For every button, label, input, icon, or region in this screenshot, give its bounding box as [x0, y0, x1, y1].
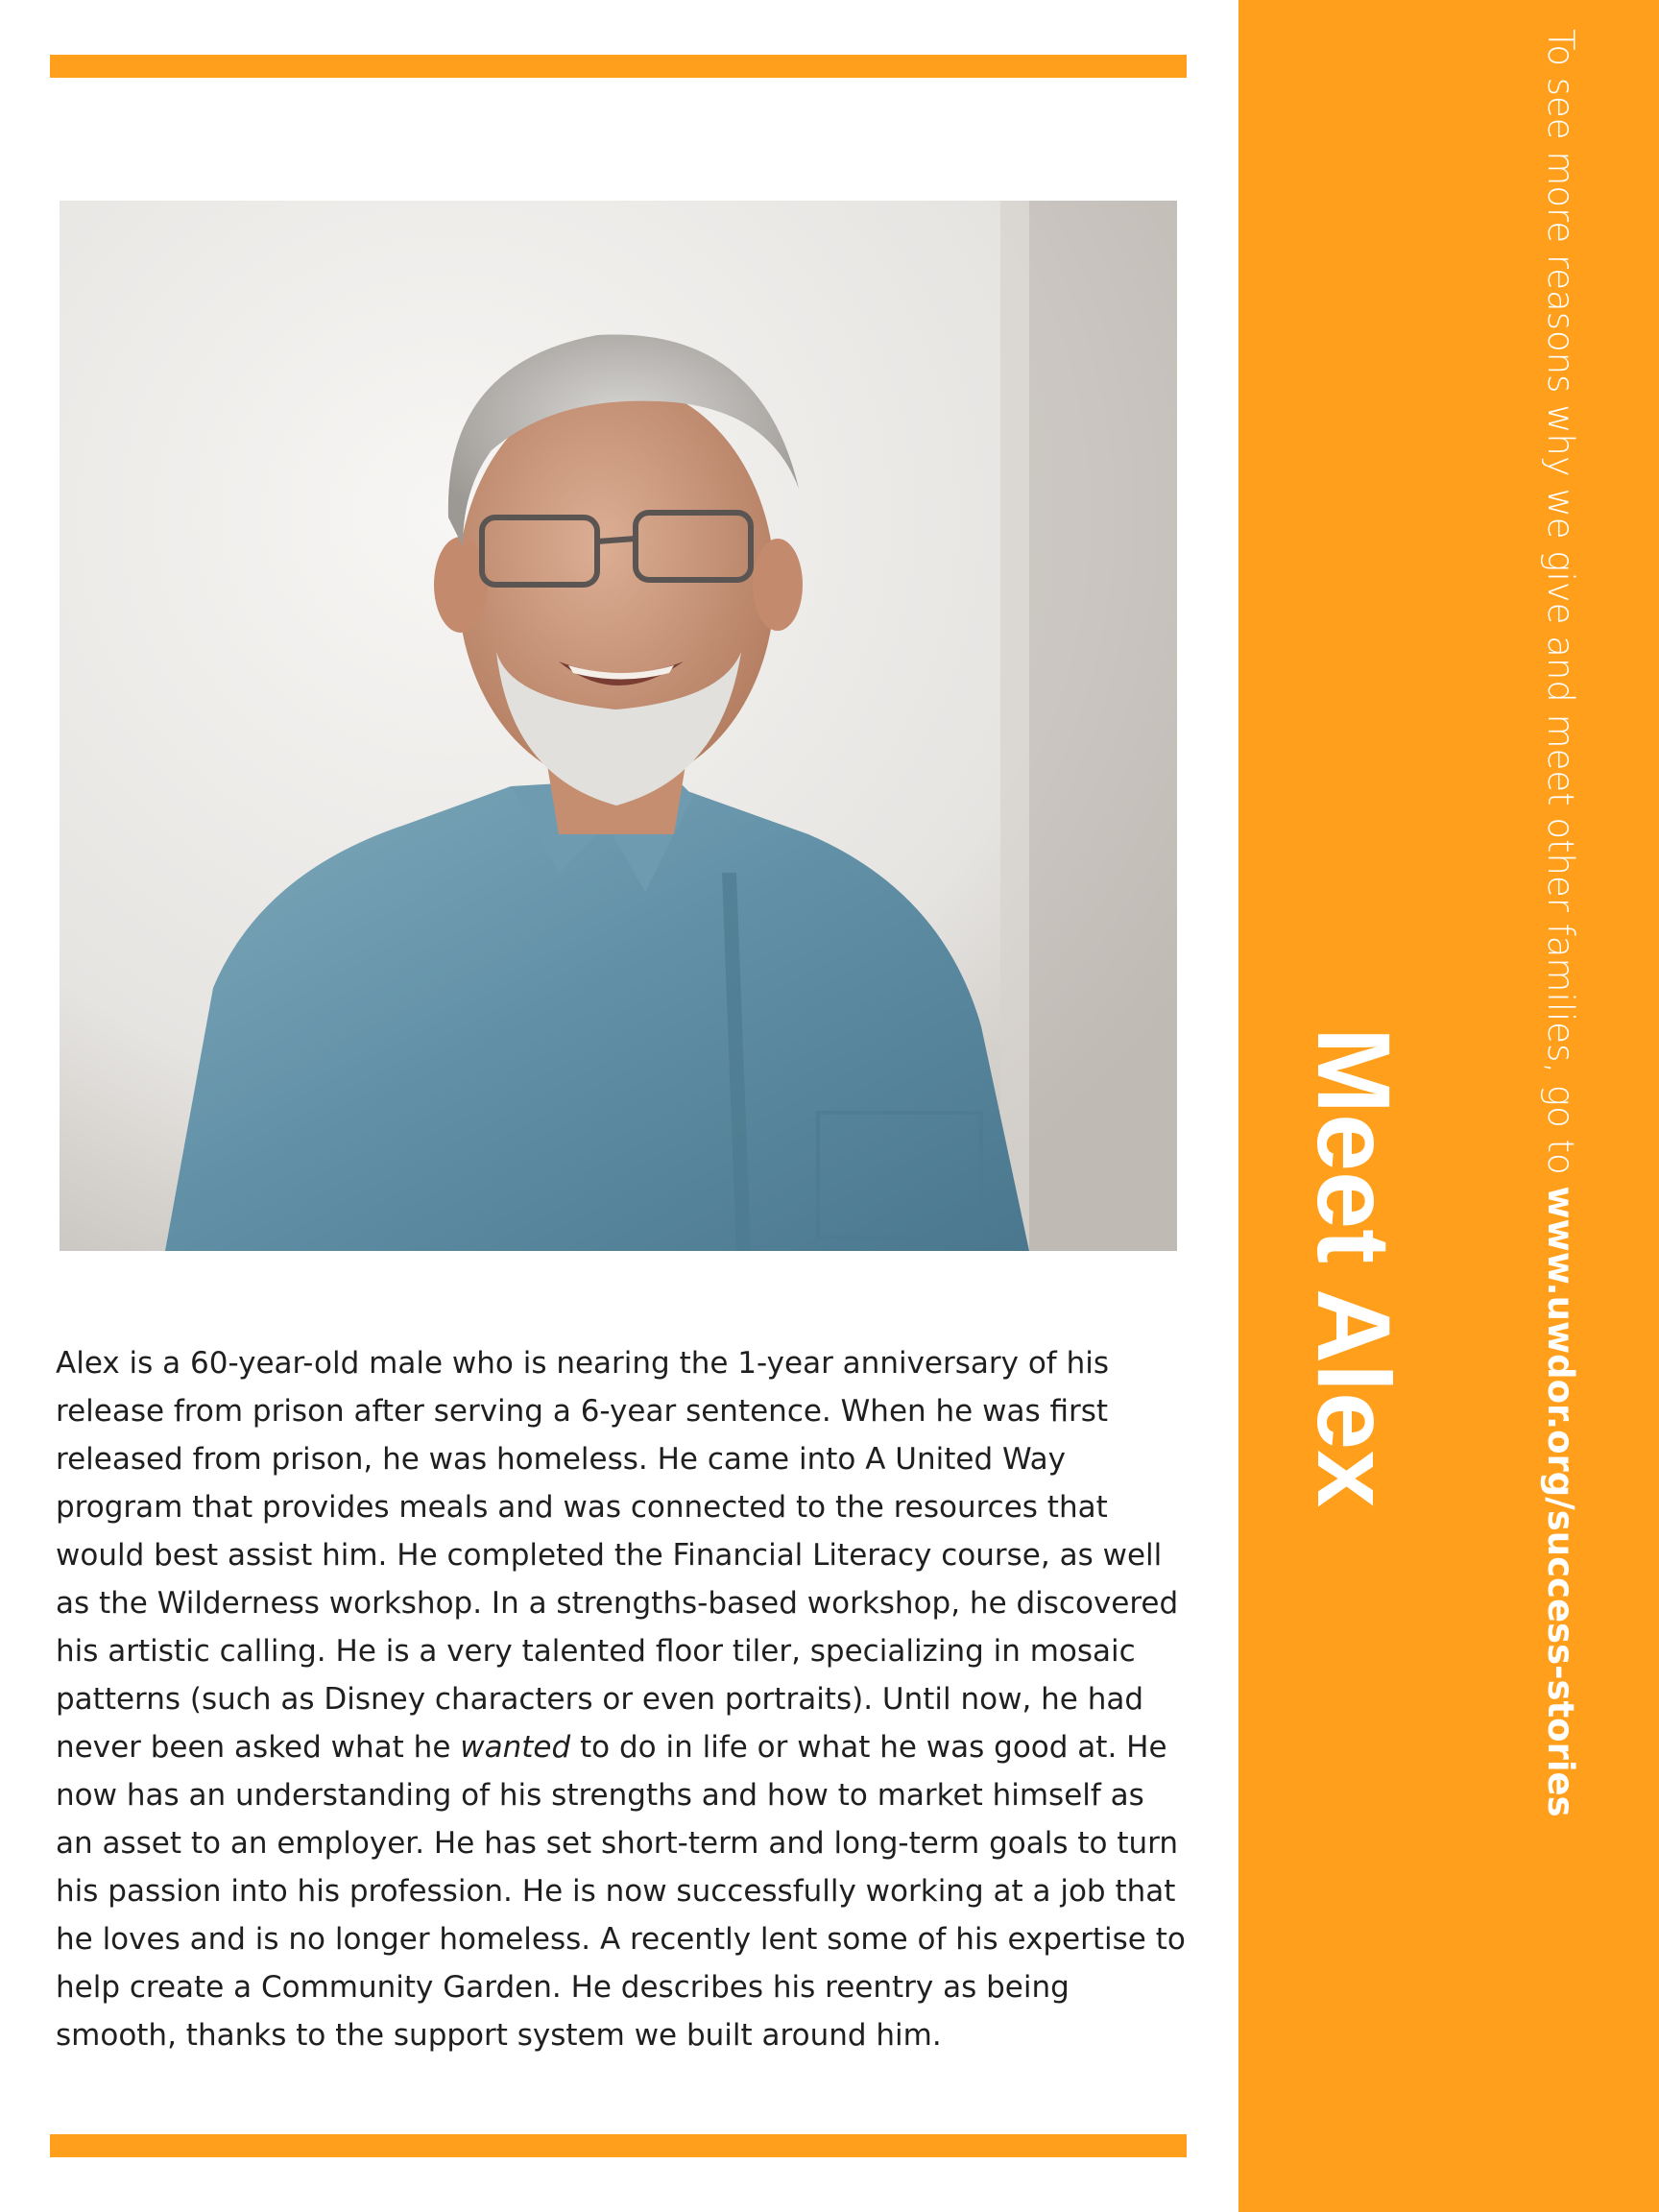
- story-paragraph: [56, 1339, 1189, 2059]
- story-text-after: to do in life or what he was good at. He now has an understanding of his strengths and how to market himself as an asset to an employer. He has set short-term and long-term goals to turn his passion into his profession. He is now successfully working at a job that he loves and is no longer homeless. A recently lent some of his expertise to help create a Community Garden. He describes his reentry as being smooth, thanks to the support system we built around him.: [56, 1730, 1186, 2053]
- bottom-accent-rule: [50, 2134, 1187, 2157]
- story-emphasis: wanted: [460, 1730, 571, 1765]
- caption-text: To see more reasons why we give and meet other families, go to: [1540, 29, 1581, 1187]
- success-stories-link[interactable]: www.uwdor.org/success-stories: [1540, 1186, 1581, 1817]
- portrait-illustration: [60, 201, 1177, 1251]
- story-text-before: Alex is a 60-year-old male who is nearing the 1-year anniversary of his release from prison after serving a 6-year sentence. When he was first released from prison, he was homeless. He came into A United Way program that provides meals and was connected to the resources that would best assist him. He completed the Financial Literacy course, as well as the Wilderness workshop. In a strengths-based workshop, he discovered his artistic calling. He is a very talented floor tiler, specializing in mosaic patterns (such as Disney characters or even portraits). Until now, he had never been asked what he: [56, 1346, 1179, 1765]
- top-accent-rule: [50, 55, 1187, 78]
- page-title: Meet Alex: [1296, 1027, 1412, 1508]
- sidebar-caption: [1527, 29, 1594, 1817]
- portrait-photo: [60, 201, 1177, 1251]
